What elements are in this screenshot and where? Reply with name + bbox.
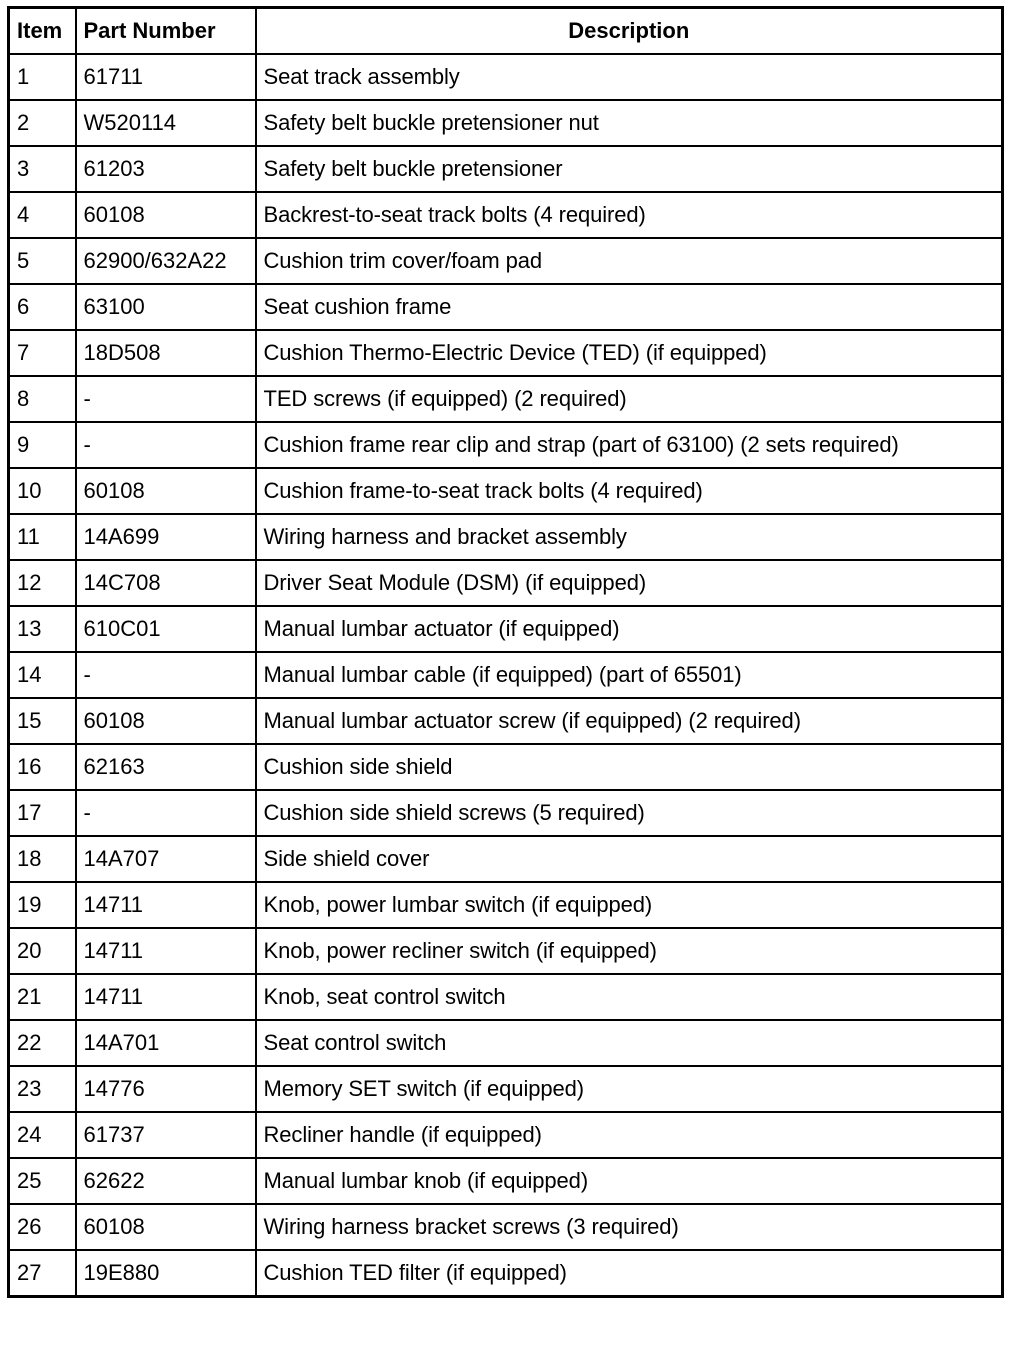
part-number-cell: 14711 — [76, 928, 256, 974]
item-cell: 9 — [9, 422, 76, 468]
part-number-cell: 60108 — [76, 468, 256, 514]
part-number-cell: - — [76, 790, 256, 836]
item-cell: 7 — [9, 330, 76, 376]
part-number-cell: 610C01 — [76, 606, 256, 652]
item-cell: 5 — [9, 238, 76, 284]
item-cell: 15 — [9, 698, 76, 744]
item-cell: 21 — [9, 974, 76, 1020]
item-cell: 10 — [9, 468, 76, 514]
description-cell: Wiring harness and bracket assembly — [256, 514, 1003, 560]
description-cell: Knob, power lumbar switch (if equipped) — [256, 882, 1003, 928]
description-cell: Safety belt buckle pretensioner — [256, 146, 1003, 192]
table-row — [9, 468, 1003, 514]
table-row — [9, 560, 1003, 606]
table-header — [9, 8, 1003, 55]
part-number-cell: 14A707 — [76, 836, 256, 882]
description-cell: Backrest-to-seat track bolts (4 required) — [256, 192, 1003, 238]
description-cell: Knob, power recliner switch (if equipped) — [256, 928, 1003, 974]
description-cell: Seat cushion frame — [256, 284, 1003, 330]
description-cell: Manual lumbar actuator (if equipped) — [256, 606, 1003, 652]
item-cell: 11 — [9, 514, 76, 560]
table-row — [9, 514, 1003, 560]
item-cell: 22 — [9, 1020, 76, 1066]
description-cell: Manual lumbar actuator screw (if equipped) (2 required) — [256, 698, 1003, 744]
part-number-cell: - — [76, 652, 256, 698]
description-cell: Cushion frame-to-seat track bolts (4 required) — [256, 468, 1003, 514]
description-cell: Seat control switch — [256, 1020, 1003, 1066]
item-cell: 18 — [9, 836, 76, 882]
table-row — [9, 284, 1003, 330]
part-number-cell: 14A701 — [76, 1020, 256, 1066]
item-cell: 4 — [9, 192, 76, 238]
item-cell: 27 — [9, 1250, 76, 1297]
item-cell: 26 — [9, 1204, 76, 1250]
table-row — [9, 744, 1003, 790]
description-cell: Cushion frame rear clip and strap (part of 63100) (2 sets required) — [256, 422, 1003, 468]
item-cell: 12 — [9, 560, 76, 606]
table-row — [9, 928, 1003, 974]
description-cell: TED screws (if equipped) (2 required) — [256, 376, 1003, 422]
item-cell: 16 — [9, 744, 76, 790]
item-cell: 25 — [9, 1158, 76, 1204]
table-row — [9, 790, 1003, 836]
part-number-cell: 61203 — [76, 146, 256, 192]
item-cell: 3 — [9, 146, 76, 192]
part-number-cell: 61711 — [76, 54, 256, 100]
table-row — [9, 1112, 1003, 1158]
table-row — [9, 192, 1003, 238]
part-number-cell: 18D508 — [76, 330, 256, 376]
description-cell: Manual lumbar cable (if equipped) (part of 65501) — [256, 652, 1003, 698]
table-body — [9, 54, 1003, 1297]
description-cell: Manual lumbar knob (if equipped) — [256, 1158, 1003, 1204]
item-cell: 23 — [9, 1066, 76, 1112]
part-number-cell: 60108 — [76, 192, 256, 238]
table-row — [9, 1020, 1003, 1066]
table-row — [9, 146, 1003, 192]
description-cell: Recliner handle (if equipped) — [256, 1112, 1003, 1158]
description-cell: Memory SET switch (if equipped) — [256, 1066, 1003, 1112]
item-cell: 13 — [9, 606, 76, 652]
description-cell: Knob, seat control switch — [256, 974, 1003, 1020]
item-cell: 1 — [9, 54, 76, 100]
table-row — [9, 836, 1003, 882]
description-cell: Cushion side shield — [256, 744, 1003, 790]
part-number-cell: 62163 — [76, 744, 256, 790]
description-cell: Seat track assembly — [256, 54, 1003, 100]
part-number-cell: 60108 — [76, 698, 256, 744]
description-cell: Side shield cover — [256, 836, 1003, 882]
parts-table — [7, 6, 1004, 1298]
description-cell: Wiring harness bracket screws (3 required) — [256, 1204, 1003, 1250]
header-item: Item — [9, 8, 76, 55]
table-row — [9, 238, 1003, 284]
part-number-cell: W520114 — [76, 100, 256, 146]
part-number-cell: 61737 — [76, 1112, 256, 1158]
part-number-cell: - — [76, 422, 256, 468]
table-row — [9, 1066, 1003, 1112]
description-cell: Cushion trim cover/foam pad — [256, 238, 1003, 284]
description-cell: Cushion side shield screws (5 required) — [256, 790, 1003, 836]
table-row — [9, 1204, 1003, 1250]
part-number-cell: 14776 — [76, 1066, 256, 1112]
header-description: Description — [256, 8, 1003, 55]
part-number-cell: - — [76, 376, 256, 422]
table-row — [9, 422, 1003, 468]
item-cell: 14 — [9, 652, 76, 698]
part-number-cell: 60108 — [76, 1204, 256, 1250]
part-number-cell: 14C708 — [76, 560, 256, 606]
table-row — [9, 698, 1003, 744]
part-number-cell: 19E880 — [76, 1250, 256, 1297]
description-cell: Cushion TED filter (if equipped) — [256, 1250, 1003, 1297]
table-row — [9, 652, 1003, 698]
part-number-cell: 62622 — [76, 1158, 256, 1204]
item-cell: 20 — [9, 928, 76, 974]
part-number-cell: 14711 — [76, 974, 256, 1020]
table-row — [9, 330, 1003, 376]
item-cell: 24 — [9, 1112, 76, 1158]
description-cell: Cushion Thermo-Electric Device (TED) (if equipped) — [256, 330, 1003, 376]
item-cell: 6 — [9, 284, 76, 330]
item-cell: 19 — [9, 882, 76, 928]
table-row — [9, 974, 1003, 1020]
item-cell: 2 — [9, 100, 76, 146]
description-cell: Driver Seat Module (DSM) (if equipped) — [256, 560, 1003, 606]
table-row — [9, 606, 1003, 652]
part-number-cell: 14A699 — [76, 514, 256, 560]
table-row — [9, 376, 1003, 422]
part-number-cell: 14711 — [76, 882, 256, 928]
item-cell: 17 — [9, 790, 76, 836]
item-cell: 8 — [9, 376, 76, 422]
table-row — [9, 1158, 1003, 1204]
header-row — [9, 8, 1003, 55]
part-number-cell: 62900/632A22 — [76, 238, 256, 284]
table-row — [9, 54, 1003, 100]
description-cell: Safety belt buckle pretensioner nut — [256, 100, 1003, 146]
table-row — [9, 1250, 1003, 1297]
table-row — [9, 882, 1003, 928]
header-part-number: Part Number — [76, 8, 256, 55]
part-number-cell: 63100 — [76, 284, 256, 330]
table-row — [9, 100, 1003, 146]
